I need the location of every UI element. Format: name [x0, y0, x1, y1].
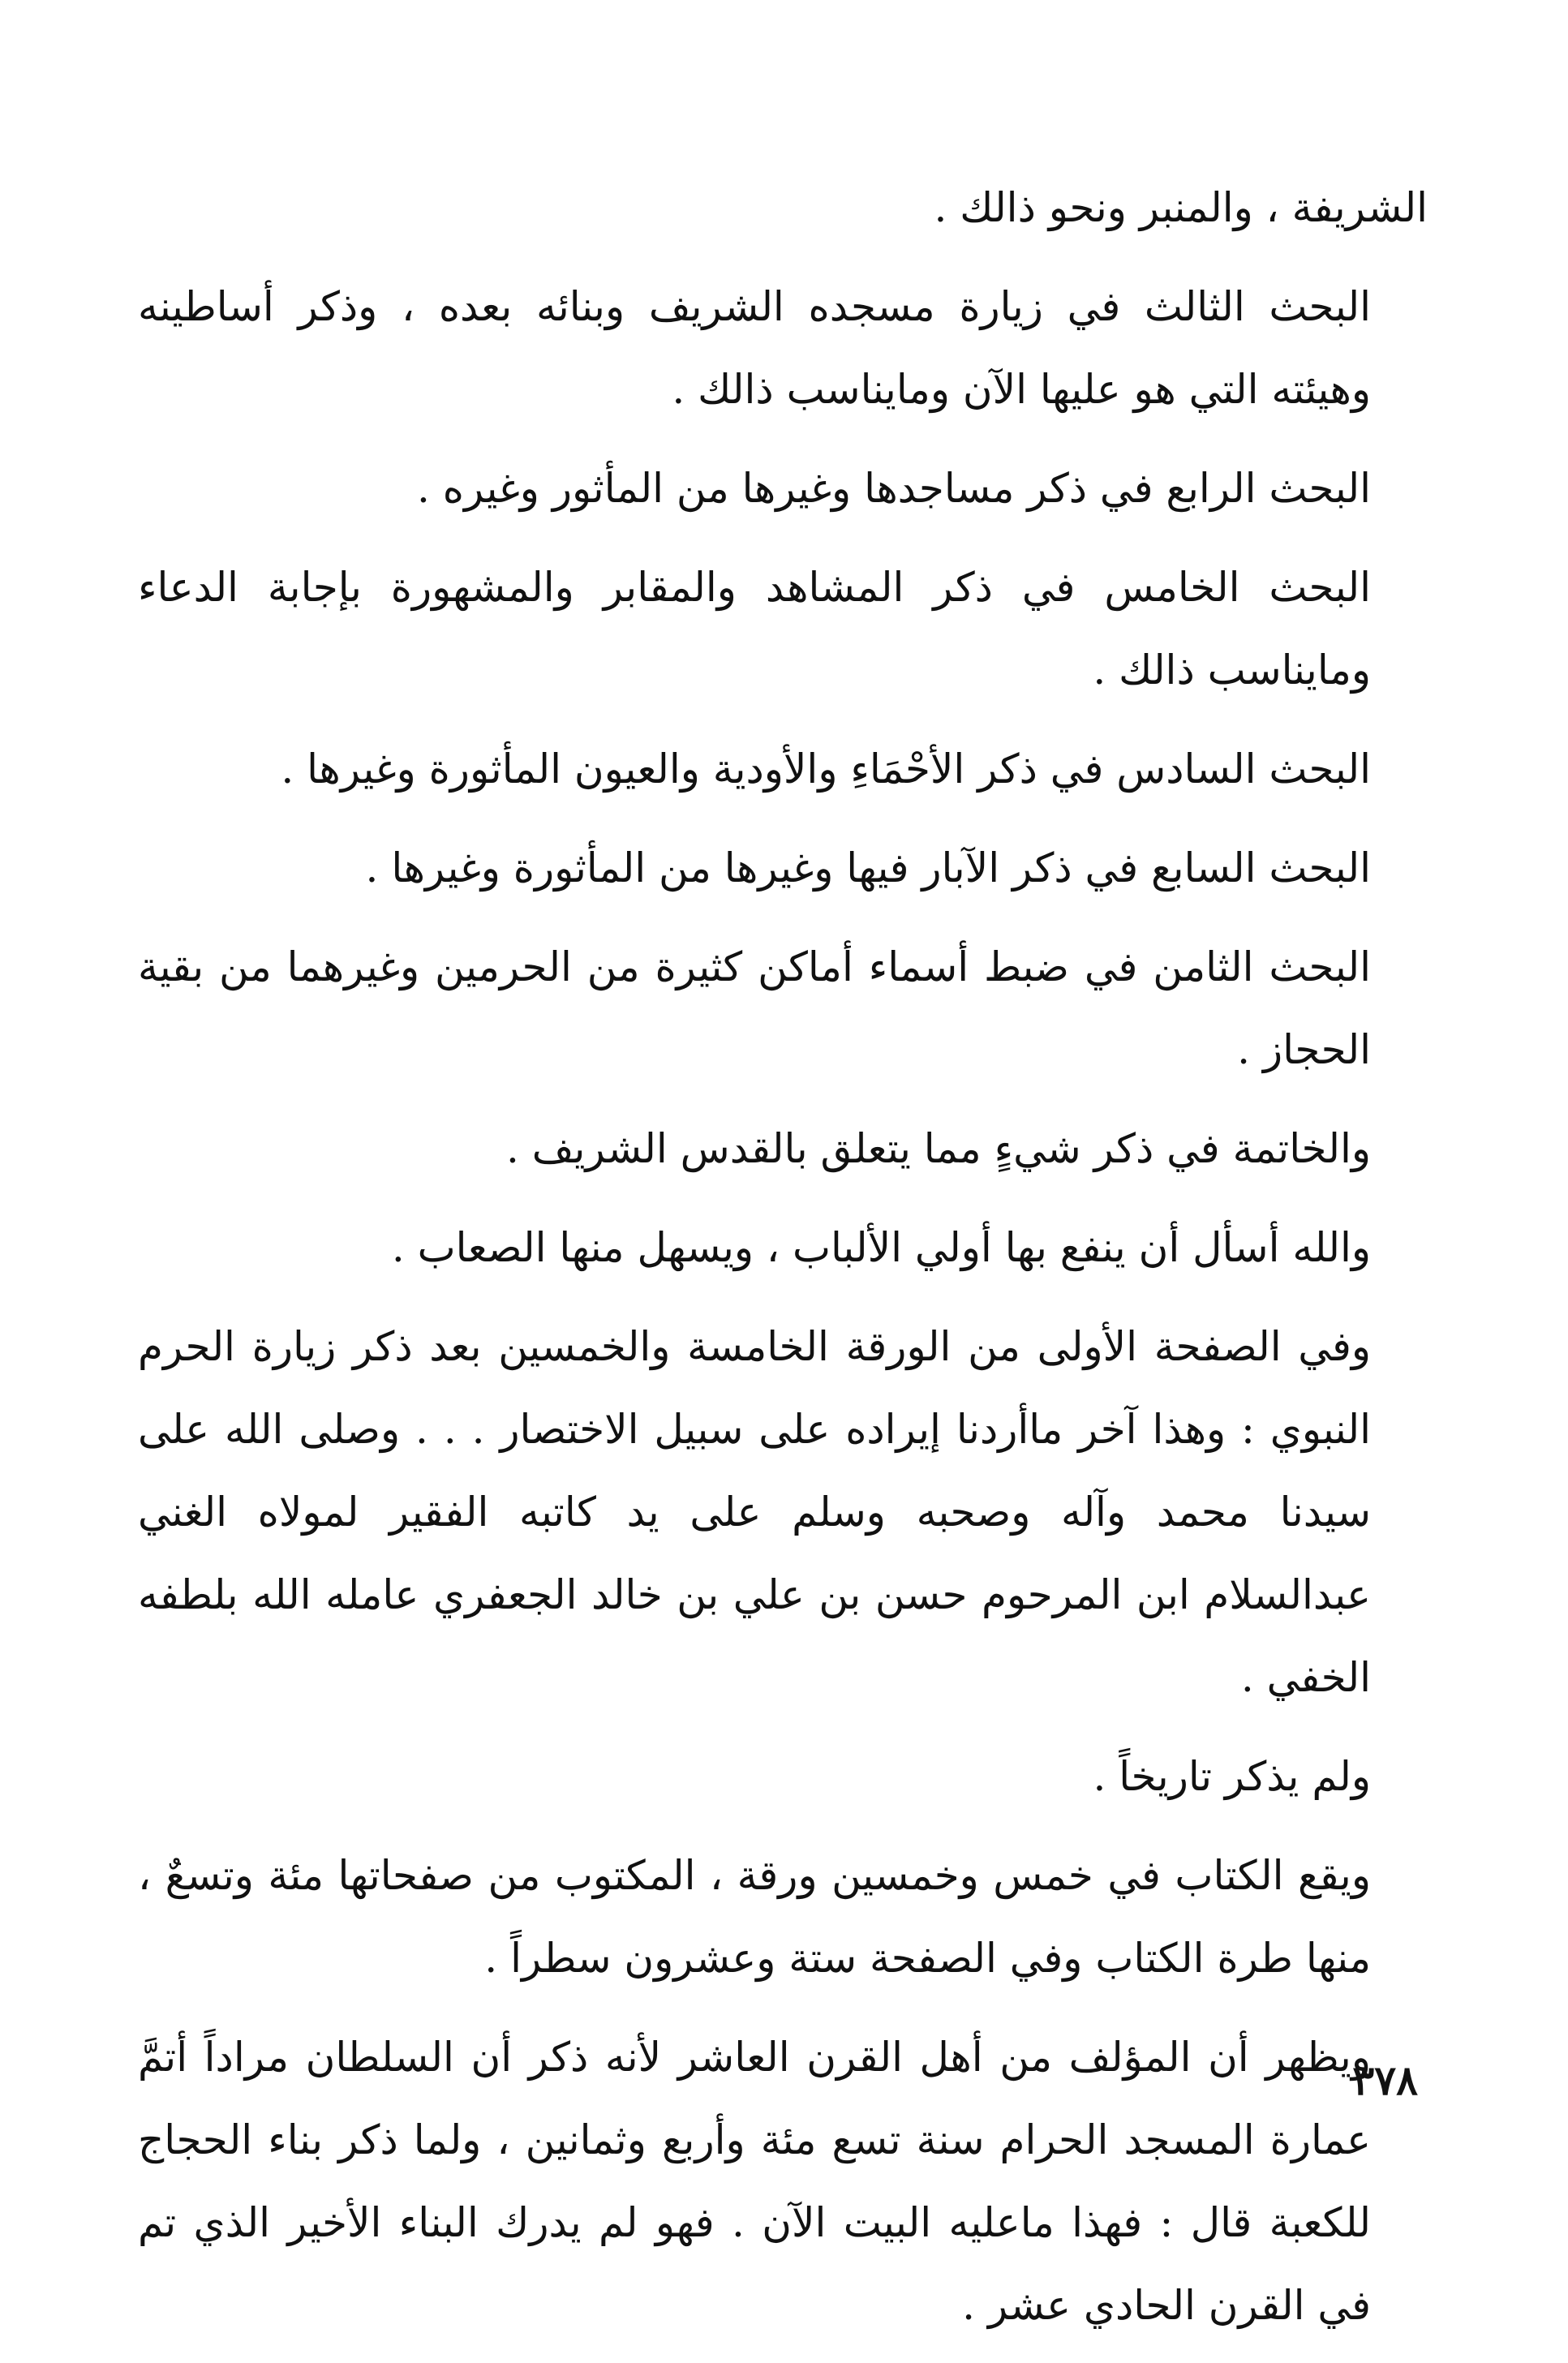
paragraph-7: البحث الثامن في ضبط أسماء أماكن كثيرة من الحرمين وغيرهما من بقية الحجاز . [138, 943, 1371, 1073]
paragraph-10: وفي الصفحة الأولى من الورقة الخامسة والخمسين بعد ذكر زيارة الحرم النبوي : وهذا آخر ماأردنا إيراده على سبيل الاختصار . . . وصلى الله على سيدنا محمد وآله وصحبه وسلم على يد كاتبه الفقير لمولاه الغني عبدالسلام ابن المرحوم حسن بن علي بن خالد الجعفري عامله الله بلطفه الخفي . [138, 1323, 1371, 1701]
paragraph-1: الشريفة ، والمنبر ونحو ذالك . [934, 184, 1428, 231]
paragraph-4: البحث الخامس في ذكر المشاهد والمقابر والمشهورة بإجابة الدعاء ومايناسب ذالك . [138, 564, 1371, 694]
paragraph-6: البحث السابع في ذكر الآبار فيها وغيرها من المأثورة وغيرها . [365, 844, 1371, 891]
paragraph-8: والخاتمة في ذكر شيءٍ مما يتعلق بالقدس الشريف . [505, 1125, 1371, 1172]
page-number: ٣٧٨ [1352, 2056, 1418, 2104]
paragraph-3: البحث الرابع في ذكر مساجدها وغيرها من المأثور وغيره . [416, 465, 1371, 512]
paragraph-12: ويقع الكتاب في خمس وخمسين ورقة ، المكتوب من صفحاتها مئة وتسعٌ ، منها طرة الكتاب وفي الصفحة ستة وعشرون سطراً . [138, 1852, 1371, 1982]
paragraph-13: ويظهر أن المؤلف من أهل القرن العاشر لأنه ذكر أن السلطان مراداً أتمَّ عمارة المسجد الحرام سنة تسع مئة وأربع وثمانين ، ولما ذكر بناء الحجاج للكعبة قال : فهذا ماعليه البيت الآن . فهو لم يدرك البناء الأخير الذي تم في القرن الحادي عشر . [138, 2034, 1371, 2329]
paragraph-9: والله أسأل أن ينفع بها أولي الألباب ، ويسهل منها الصعاب . [391, 1224, 1371, 1271]
page-body [138, 166, 1428, 2363]
paragraph-5: البحث السادس في ذكر الأحْمَاءِ والأودية والعيون المأثورة وغيرها . [281, 745, 1371, 793]
paragraph-2: البحث الثالث في زيارة مسجده الشريف وبنائه بعده ، وذكر أساطينه وهيئته التي هو عليها الآن ومايناسب ذالك . [138, 283, 1371, 413]
paragraph-11: ولم يذكر تاريخاً . [1093, 1753, 1371, 1800]
